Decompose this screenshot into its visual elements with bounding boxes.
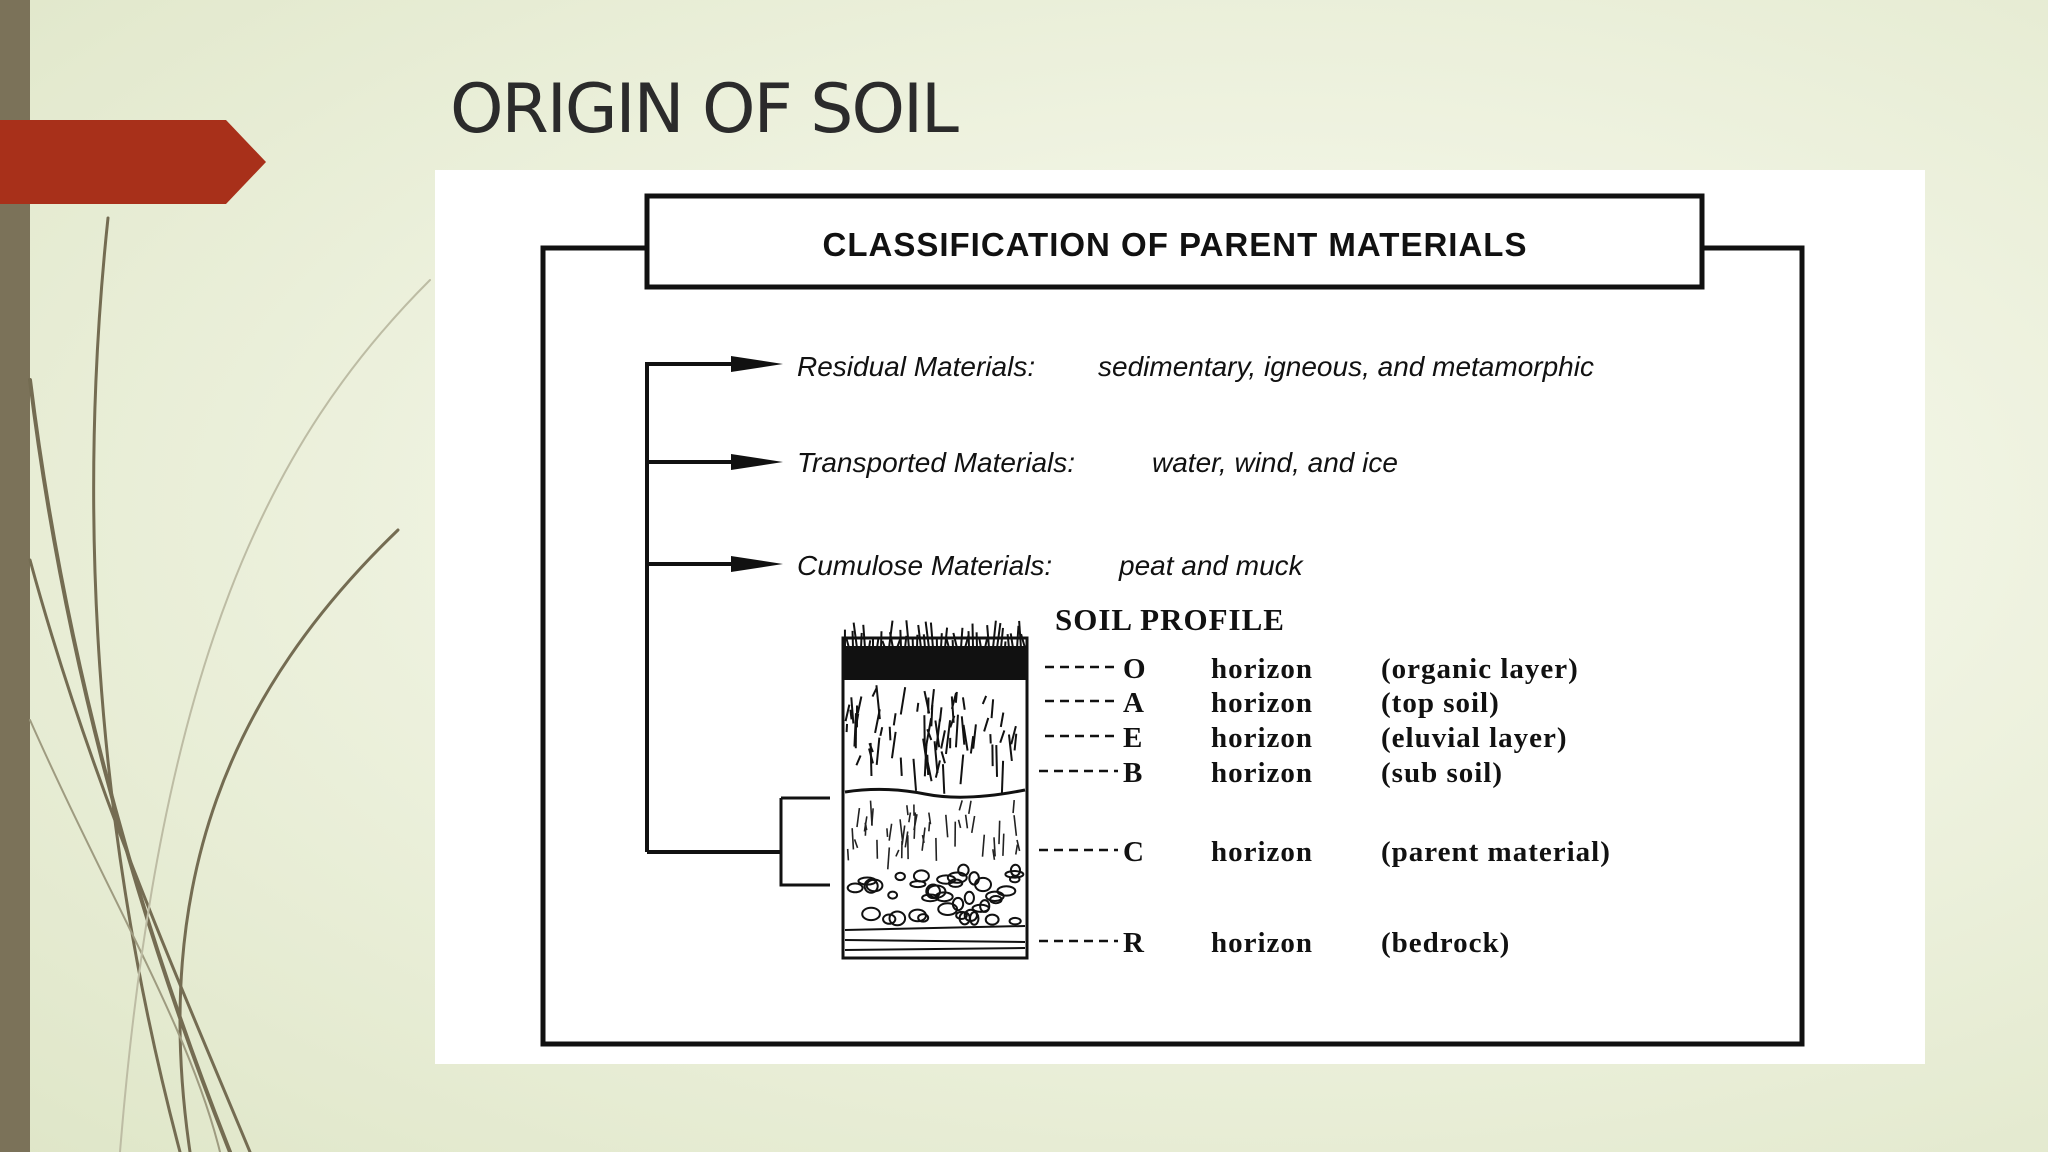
horizon-word: horizon bbox=[1211, 722, 1314, 754]
horizon-row-r bbox=[1039, 927, 1510, 959]
branch-label: Transported Materials: bbox=[797, 447, 1076, 478]
horizon-word: horizon bbox=[1211, 927, 1314, 959]
profile-title: SOIL PROFILE bbox=[1055, 602, 1285, 637]
horizon-row-a bbox=[1045, 687, 1500, 719]
branch-detail: water, wind, and ice bbox=[1152, 447, 1398, 478]
branch-detail: peat and muck bbox=[1119, 550, 1303, 581]
horizon-row-o bbox=[1045, 653, 1579, 685]
branch-detail: sedimentary, igneous, and metamorphic bbox=[1098, 351, 1594, 382]
branch-residual bbox=[647, 351, 1594, 382]
horizon-letter: B bbox=[1123, 757, 1143, 789]
horizon-letter: O bbox=[1123, 653, 1146, 685]
slide-title: ORIGIN OF SOIL bbox=[450, 70, 957, 149]
soil-column-illustration bbox=[843, 620, 1027, 958]
arrowhead-icon bbox=[731, 556, 783, 572]
horizon-word: horizon bbox=[1211, 653, 1314, 685]
horizon-desc: (bedrock) bbox=[1381, 927, 1511, 959]
branch-label: Residual Materials: bbox=[797, 351, 1036, 382]
horizon-row-c bbox=[1039, 836, 1611, 868]
heading-text: CLASSIFICATION OF PARENT MATERIALS bbox=[822, 226, 1528, 263]
decorative-curves bbox=[30, 218, 430, 1152]
horizon-desc: (parent material) bbox=[1381, 836, 1611, 868]
arrowhead-icon bbox=[731, 356, 783, 372]
arrowhead-icon bbox=[731, 454, 783, 470]
horizon-desc: (eluvial layer) bbox=[1381, 722, 1568, 754]
branch-transported bbox=[647, 447, 1398, 478]
horizon-letter: A bbox=[1123, 687, 1144, 719]
horizon-row-e bbox=[1045, 722, 1568, 754]
horizon-desc: (top soil) bbox=[1381, 687, 1500, 719]
horizon-word: horizon bbox=[1211, 687, 1314, 719]
horizon-desc: (sub soil) bbox=[1381, 757, 1504, 789]
horizon-letter: E bbox=[1123, 722, 1143, 754]
horizon-word: horizon bbox=[1211, 757, 1314, 789]
profile-bracket bbox=[781, 798, 830, 885]
branch-cumulose bbox=[647, 550, 1305, 581]
horizon-row-b bbox=[1039, 757, 1503, 789]
horizon-letter: C bbox=[1123, 836, 1144, 868]
title-accent-arrow bbox=[0, 120, 266, 204]
horizon-desc: (organic layer) bbox=[1381, 653, 1579, 685]
branch-label: Cumulose Materials: bbox=[797, 550, 1053, 581]
horizon-word: horizon bbox=[1211, 836, 1314, 868]
horizon-letter: R bbox=[1123, 927, 1144, 959]
diagram-figure bbox=[435, 170, 1925, 1064]
